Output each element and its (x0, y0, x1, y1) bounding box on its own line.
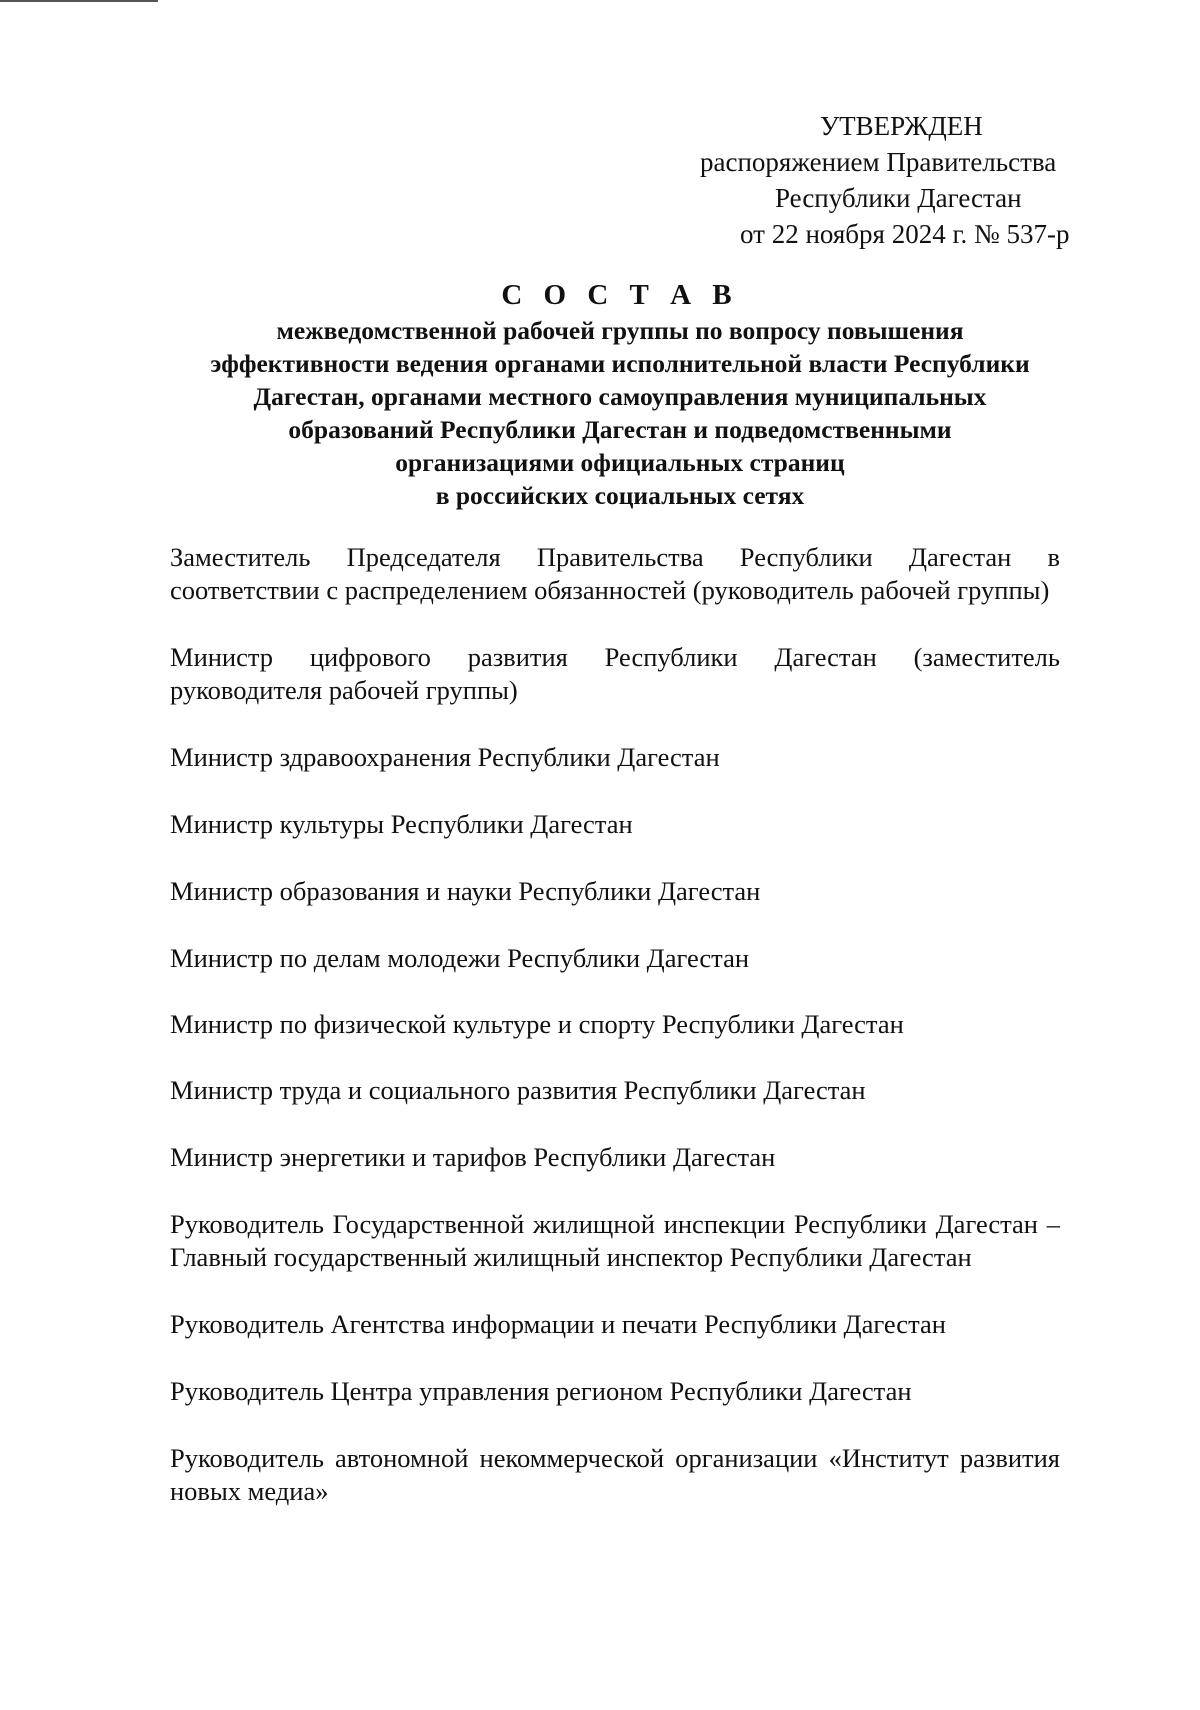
member-item: Министр по физической культуре и спорту Республики Дагестан (170, 1009, 904, 1039)
document-subtitle-line: Дагестан, органами местного самоуправления муниципальных (253, 382, 987, 411)
member-item: Министр энергетики и тарифов Республики Дагестан (170, 1142, 776, 1172)
member-item: Министр труда и социального развития Республики Дагестан (170, 1075, 866, 1105)
approval-region: Республики Дагестан (775, 183, 1022, 213)
member-item: Руководитель Агентства информации и печати Республики Дагестан (170, 1309, 946, 1339)
document-title: С О С Т А В (501, 279, 739, 311)
approval-heading: УТВЕРЖДЕН (820, 111, 983, 141)
member-item: Министр здравоохранения Республики Дагестан (170, 742, 720, 772)
document-subtitle-line: организациями официальных страниц (395, 448, 845, 477)
document-subtitle-line: эффективности ведения органами исполнительной власти Республики (210, 349, 1030, 378)
document-header (140, 278, 1100, 512)
approval-issuer: распоряжением Правительства (700, 147, 1057, 177)
member-item: Министр цифрового развития Республики Дагестан (заместитель руководителя рабочей группы) (170, 642, 1060, 705)
document-subtitle-line: образований Республики Дагестан и подведомственными (288, 415, 952, 444)
scan-edge-line (0, 0, 158, 2)
document-subtitle-line: межведомственной рабочей группы по вопросу повышения (276, 316, 964, 345)
member-item: Заместитель Председателя Правительства Республики Дагестан в соответствии с распределением обязанностей (руководитель рабочей группы) (170, 542, 1060, 605)
approval-stamp (660, 108, 1180, 252)
member-item: Руководитель Центра управления регионом Республики Дагестан (170, 1376, 912, 1406)
document-subtitle-line: в российских социальных сетях (435, 481, 805, 510)
member-item: Министр культуры Республики Дагестан (170, 809, 633, 839)
member-item: Министр по делам молодежи Республики Дагестан (170, 943, 750, 973)
approval-date-number: от 22 ноября 2024 г. № 537-р (740, 219, 1070, 249)
member-item: Руководитель автономной некоммерческой организации «Институт развития новых медиа» (170, 1443, 1060, 1506)
members-list (170, 541, 1060, 1508)
member-item: Руководитель Государственной жилищной инспекции Республики Дагестан – Главный государственный жилищный инспектор Республики Дагестан (170, 1209, 1060, 1272)
member-item: Министр образования и науки Республики Дагестан (170, 876, 761, 906)
